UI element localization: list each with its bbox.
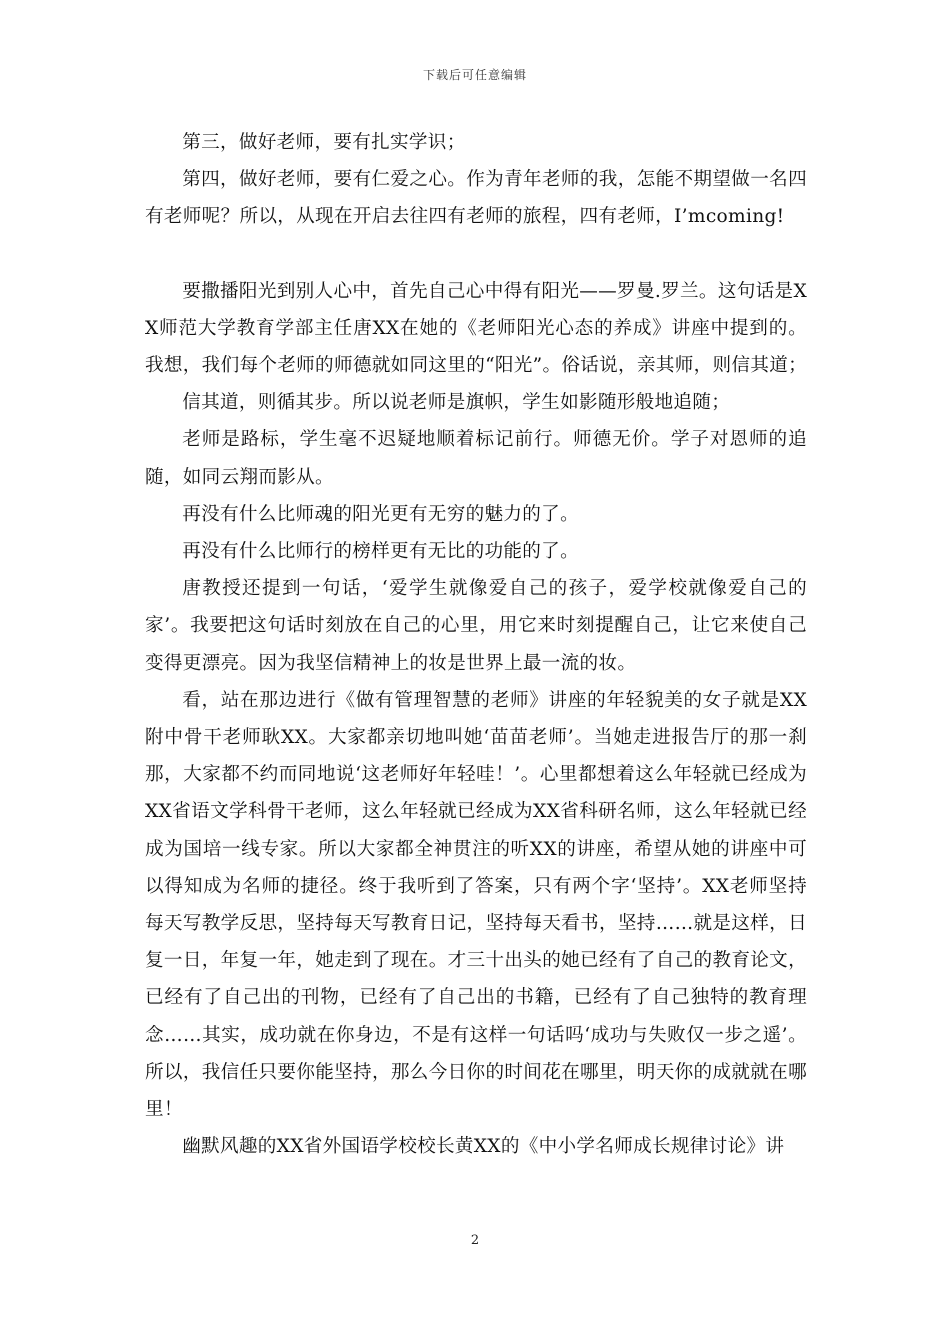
paragraph: 再没有什么比师行的榜样更有无比的功能的了。 <box>182 541 579 563</box>
paragraph: 第四，做好老师，要有仁爱之心。作为青年老师的我，怎能不期望做一名四有老师呢？所以，从现在开启去往四有老师的旅程，四有老师，I’mcoming! <box>145 169 807 228</box>
paragraph: 信其道，则循其步。所以说老师是旗帜，学生如影随形般地追随； <box>182 392 731 414</box>
paragraph: 老师是路标，学生毫不迟疑地顺着标记前行。师德无价。学子对恩师的追随，如同云翔而影从。 <box>145 429 807 488</box>
page-header: 下载后可任意编辑 <box>422 68 527 82</box>
document-body <box>145 124 807 1165</box>
paragraph: 看，站在那边进行《做有管理智慧的老师》讲座的年轻貌美的女子就是XX附中骨干老师耿XX。大家都亲切地叫她‘苗苗老师’。当她走进报告厅的那一刹那，大家都不约而同地说‘这老师好年轻哇！’。心里都想着这么年轻就已经成为XX省语文学科骨干老师，这么年轻就已经成为XX省科研名师，这么年轻就已经成为国培一线专家。所以大家都全神贯注的听XX的讲座，希望从她的讲座中可以得知成为名师的捷径。终于我听到了答案，只有两个字‘坚持’。XX老师坚持每天写教学反思，坚持每天写教育日记，坚持每天看书，坚持……就是这样，日复一日，年复一年，她走到了现在。才三十出头的她已经有了自己的教育论文，已经有了自己出的刊物，已经有了自己出的书籍，已经有了自己独特的教育理念……其实，成功就在你身边，不是有这样一句话吗‘成功与失败仅一步之遥’。所以，我信任只要你能坚持，那么今日你的时间花在哪里，明天你的成就就在哪里！ <box>145 689 807 1121</box>
paragraph: 要撒播阳光到别人心中，首先自己心中得有阳光——罗曼.罗兰。这句话是XX师范大学教育学部主任唐XX在她的《老师阳光心态的养成》讲座中提到的。我想，我们每个老师的师德就如同这里的“阳光”。俗话说，亲其师，则信其道； <box>145 280 807 377</box>
page-number: 2 <box>470 1233 480 1248</box>
paragraph-gap <box>145 236 807 273</box>
paragraph: 再没有什么比师魂的阳光更有无穷的魅力的了。 <box>182 503 579 525</box>
paragraph: 幽默风趣的XX省外国语学校校长黄XX的《中小学名师成长规律讨论》讲 <box>182 1136 785 1158</box>
paragraph: 第三，做好老师，要有扎实学识； <box>182 132 466 153</box>
paragraph: 唐教授还提到一句话，‘爱学生就像爱自己的孩子，爱学校就像爱自己的家’。我要把这句话时刻放在自己的心里，用它来时刻提醒自己，让它来使自己变得更漂亮。因为我坚信精神上的妆是世界上最一流的妆。 <box>145 578 807 674</box>
